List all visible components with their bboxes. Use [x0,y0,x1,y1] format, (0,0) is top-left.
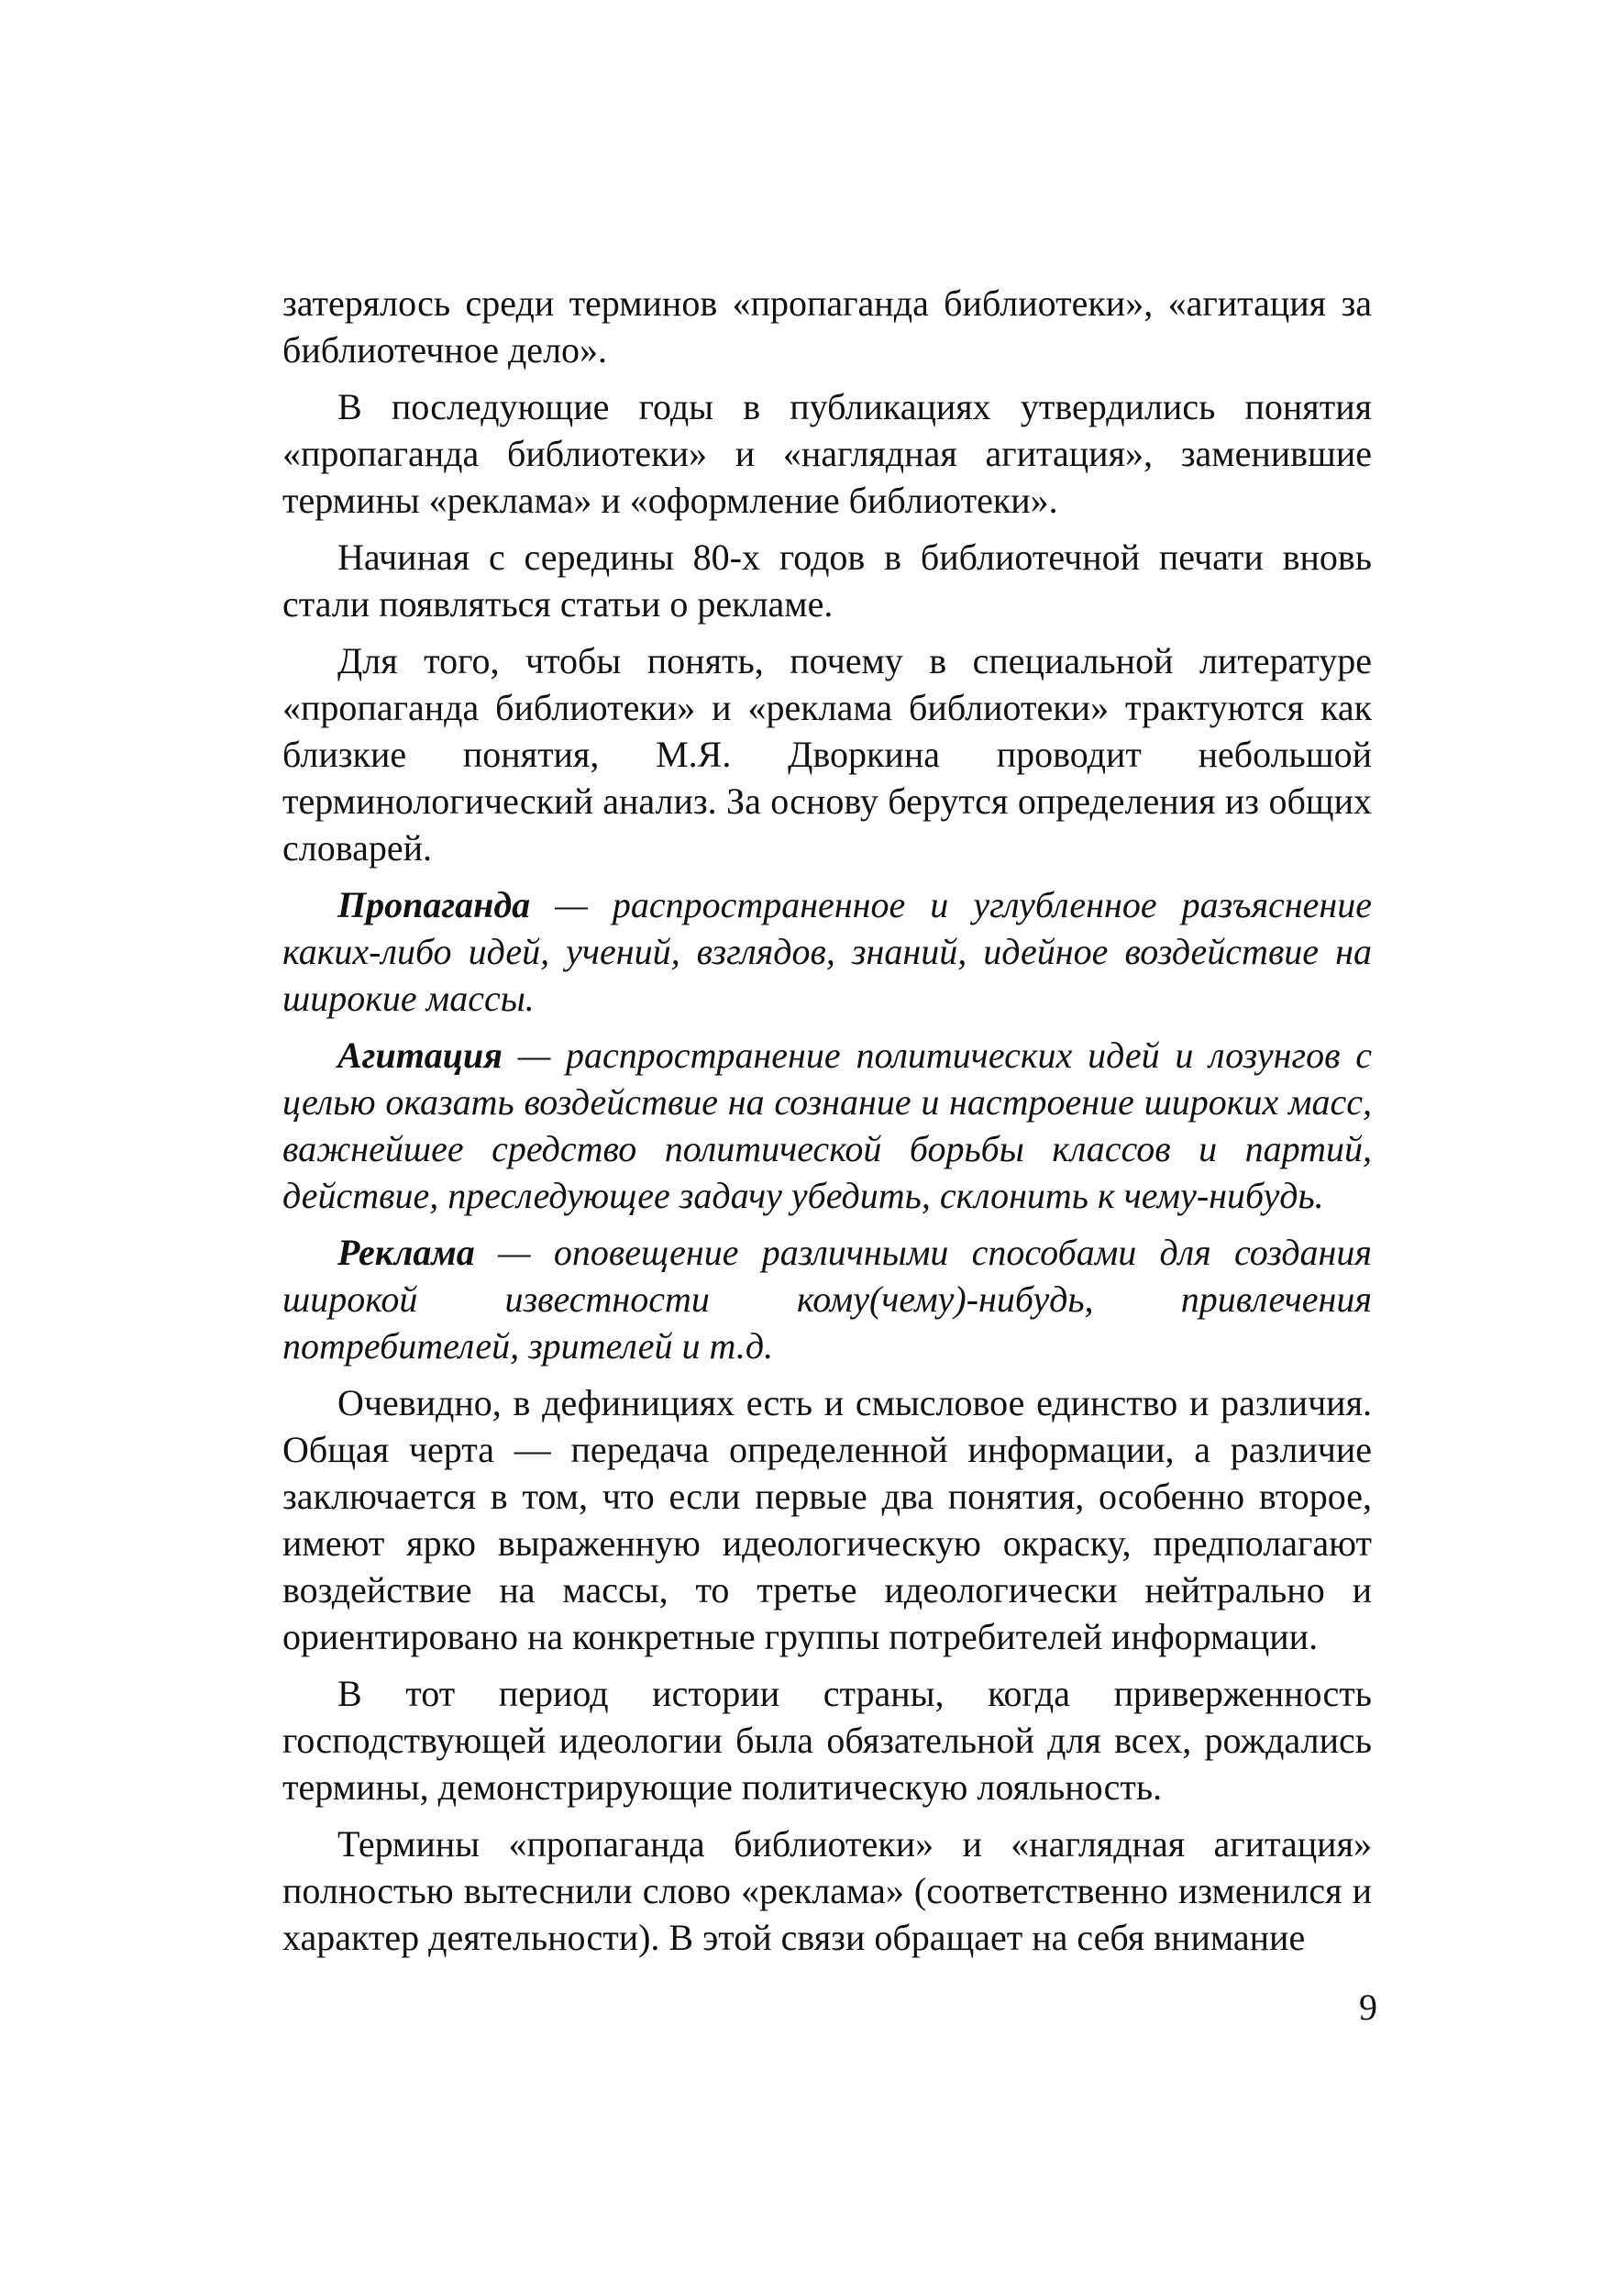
definition-text: — оповещение различными способами для создания широкой известности кому(чему)-нибудь, привлечения потребителей, зрителей и т.д. [282,1232,1372,1367]
paragraph: В тот период истории страны, когда приверженность господствующей идеологии была обязательной для всех, рождались термины, демонстрирующие политическую лояльность. [282,1673,1372,1808]
definition-term: Реклама [337,1232,475,1273]
definition-propaganda [282,881,1372,1022]
definition-text: — распространение политических идей и лозунгов с целью оказать воздействие на сознание и настроение широких масс, важнейшее средство политической борьбы классов и партий, действие, преследующее задачу убедить, склонить к чему-нибудь. [282,1035,1372,1216]
paragraph: Очевидно, в дефинициях есть и смысловое единство и различия. Общая черта — передача определенной информации, а различие заключается в том, что если первые два понятия, особенно второе, имеют ярко выраженную идеологическую окраску, предполагают воздействие на массы, то третье идеологически нейтрально и ориентировано на конкретные группы потребителей информации. [282,1382,1372,1657]
paragraph: Для того, чтобы понять, почему в специальной литературе «пропаганда библиотеки» и «реклама библиотеки» трактуются как близкие понятия, М.Я. Дворкина проводит небольшой терминологический анализ. За основу берутся определения из общих словарей. [282,640,1372,869]
body-text [282,280,1372,1971]
page-number: 9 [1359,1987,1377,2028]
definition-agitation [282,1032,1372,1219]
definition-term: Агитация [337,1035,503,1076]
paragraph: В последующие годы в публикациях утвердились понятия «пропаганда библиотеки» и «наглядная агитация», заменившие термины «реклама» и «оформление библиотеки». [282,386,1372,521]
paragraph: затерялось среди терминов «пропаганда библиотеки», «агитация за библиотечное дело». [282,282,1372,371]
paragraph: Термины «пропаганда библиотеки» и «наглядная агитация» полностью вытеснили слово «реклама» (соответственно изменился и характер деятельности). В этой связи обращает на себя внимание [282,1823,1372,1958]
definition-term: Пропаганда [337,884,531,925]
definition-advertising [282,1229,1372,1369]
paragraph: Начиная с середины 80-х годов в библиотечной печати вновь стали появляться статьи о рекламе. [282,537,1372,625]
definition-text: — распространенное и углубленное разъяснение каких-либо идей, учений, взглядов, знаний, идейное воздействие на широкие массы. [282,884,1372,1019]
